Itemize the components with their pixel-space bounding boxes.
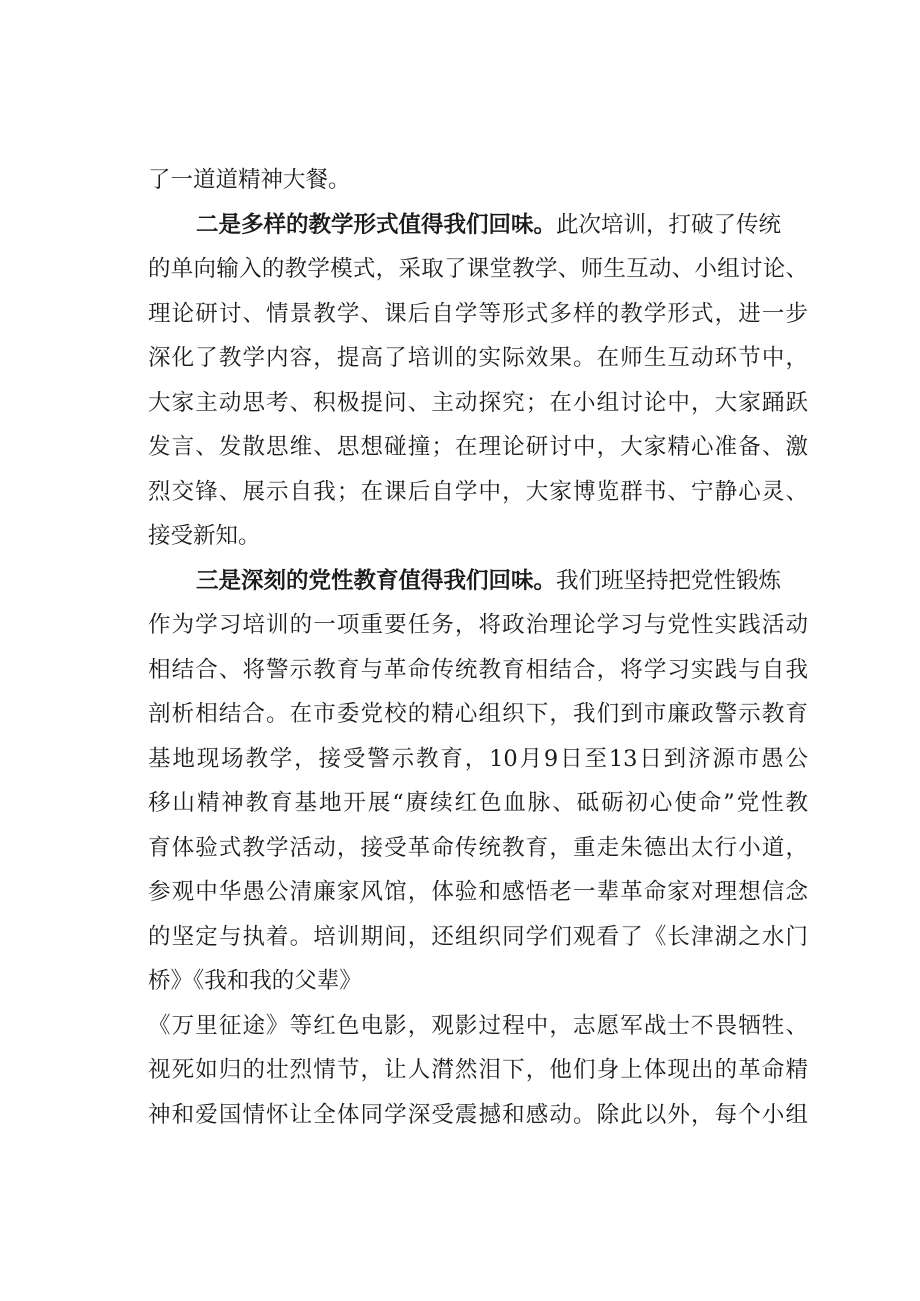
bold-lead-sentence: 三是深刻的党性教育值得我们回味。 xyxy=(196,567,557,594)
text-line: 基地现场教学，接受警示教育，10月9日至13日到济源市愚公 xyxy=(148,745,808,772)
text-run: 此次培训，打破了传统 xyxy=(556,211,782,238)
bold-lead-sentence: 二是多样的教学形式值得我们回味。 xyxy=(196,211,557,238)
paragraph-heading-line xyxy=(148,203,808,248)
text-line: 的单向输入的教学模式，采取了课堂教学、师生互动、小组讨论、 xyxy=(148,256,808,282)
text-line: 视死如归的壮烈情节，让人潸然泪下，他们身上体现出的革命精 xyxy=(148,1057,808,1083)
text-line: 大家主动思考、积极提问、主动探究；在小组讨论中，大家踊跃 xyxy=(148,389,808,416)
text-line: 桥》《我和我的父辈》 xyxy=(148,968,362,994)
text-line: 了一道道精神大餐。 xyxy=(148,167,351,193)
text-line: 接受新知。 xyxy=(148,523,261,549)
text-line: 的坚定与执着。培训期间，还组织同学们观看了《长津湖之水门 xyxy=(148,923,808,950)
text-line: 神和爱国情怀让全体同学深受震撼和感动。除此以外，每个小组 xyxy=(148,1101,808,1128)
text-line: 参观中华愚公清廉家风馆，体验和感悟老一辈革命家对理想信念 xyxy=(148,879,808,905)
text-line: 深化了教学内容，提高了培训的实际效果。在师生互动环节中， xyxy=(148,345,808,371)
paragraph-heading-line xyxy=(148,559,808,604)
text-line: 剖析相结合。在市委党校的精心组织下，我们到市廉政警示教育 xyxy=(148,701,808,727)
body-text xyxy=(148,158,808,1137)
text-line: 相结合、将警示教育与革命传统教育相结合，将学习实践与自我 xyxy=(148,656,808,683)
text-run: 我们班坚持把党性锻炼 xyxy=(556,567,782,594)
text-line: 理论研讨、情景教学、课后自学等形式多样的教学形式，进一步 xyxy=(148,300,808,327)
text-line: 烈交锋、展示自我；在课后自学中，大家博览群书、宁静心灵、 xyxy=(148,478,808,505)
text-line: 作为学习培训的一项重要任务，将政治理论学习与党性实践活动 xyxy=(148,612,808,638)
text-line: 移山精神教育基地开展“赓续红色血脉、砥砺初心使命”党性教 xyxy=(148,790,808,816)
text-line: 《万里征途》等红色电影，观影过程中，志愿军战士不畏牺牲、 xyxy=(148,1012,808,1039)
text-line: 发言、发散思维、思想碰撞；在理论研讨中，大家精心准备、激 xyxy=(148,434,808,460)
text-line: 育体验式教学活动，接受革命传统教育，重走朱德出太行小道， xyxy=(148,834,808,861)
